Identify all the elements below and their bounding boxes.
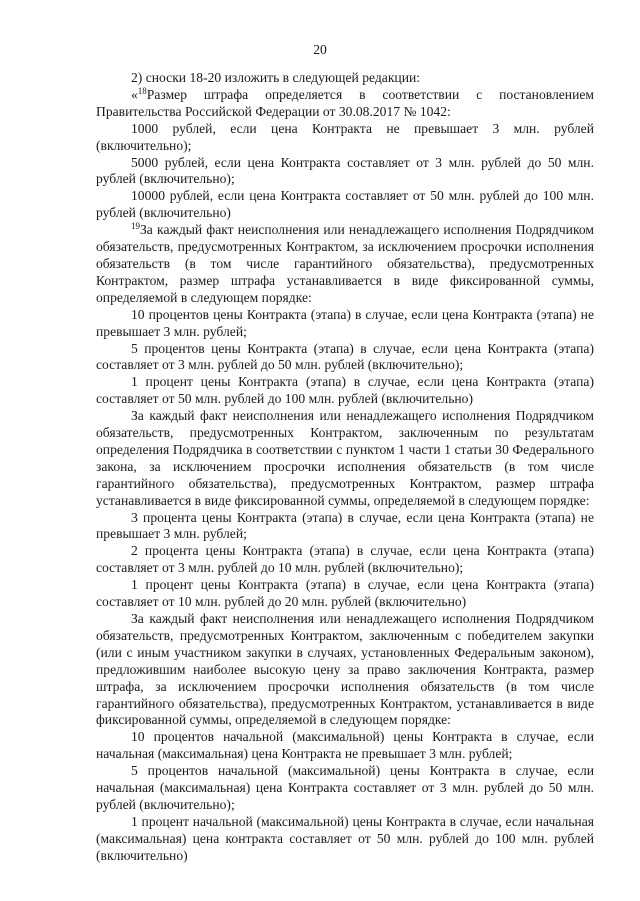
penalty-tier-2-percent: 2 процента цены Контракта (этапа) в случае, если цена Контракта (этапа) составляет от 3 млн. рублей до 10 млн. рублей (включительно);: [96, 543, 594, 576]
penalty-initial-tier-10-percent: 10 процентов начальной (максимальной) цены Контракта в случае, если начальная (максимальная) цена Контракта не превышает 3 млн. рублей;: [96, 729, 594, 762]
document-body: [96, 70, 594, 865]
paragraph-highest-price-penalty: За каждый факт неисполнения или ненадлежащего исполнения Подрядчиком обязательств, предусмотренных Контрактом, заключенным с победителем закупки (или с иным участником закупки в случаях, установленных Федеральным законом), предложившим наиболее высокую цену за право заключения Контракта, размер штрафа, за исключением просрочки исполнения обязательств (в том числе гарантийного обязательства), предусмотренных Контрактом, устанавливается в виде фиксированной суммы, определяемой в следующем порядке:: [96, 611, 594, 728]
page-number: 20: [313, 42, 327, 57]
footnote-18-paragraph: [96, 87, 594, 121]
footnote-18-text: Размер штрафа определяется в соответствии с постановлением Правительства Российской Федерации от 30.08.2017 № 1042:: [96, 86, 594, 119]
fine-tier-10000: 10000 рублей, если цена Контракта составляет от 50 млн. рублей до 100 млн. рублей (включительно): [96, 188, 594, 221]
penalty-initial-tier-1-percent: 1 процент начальной (максимальной) цены Контракта в случае, если начальная (максимальная) цена контракта составляет от 50 млн. рублей до 100 млн. рублей (включительно): [96, 813, 594, 863]
penalty-tier-1-percent-small: 1 процент цены Контракта (этапа) в случае, если цена Контракта (этапа) составляет от 10 млн. рублей до 20 млн. рублей (включительно): [96, 577, 594, 610]
opening-quote: «: [131, 86, 138, 102]
fine-tier-5000: 5000 рублей, если цена Контракта составляет от 3 млн. рублей до 50 млн. рублей (включительно);: [96, 154, 594, 187]
footnote-19-text: За каждый факт неисполнения или ненадлежащего исполнения Подрядчиком обязательств, предусмотренных Контрактом, за исключением просрочки исполнения обязательств (в том числе гарантийного обязательства), предусмотренных Контрактом, размер штрафа устанавливается в виде фиксированной суммы, определяемой в следующем порядке:: [96, 222, 594, 305]
penalty-tier-3-percent: 3 процента цены Контракта (этапа) в случае, если цена Контракта (этапа) не превышает 3 млн. рублей;: [96, 509, 594, 542]
paragraph-amendment-intro: 2) сноски 18-20 изложить в следующей редакции:: [131, 70, 421, 85]
penalty-tier-5-percent: 5 процентов цены Контракта (этапа) в случае, если цена Контракта (этапа) составляет от 3 млн. рублей до 50 млн. рублей (включительно);: [96, 340, 594, 373]
penalty-tier-1-percent: 1 процент цены Контракта (этапа) в случае, если цена Контракта (этапа) составляет от 50 млн. рублей до 100 млн. рублей (включительно): [96, 374, 594, 407]
footnote-19-paragraph: [96, 222, 594, 307]
paragraph-small-business-penalty: За каждый факт неисполнения или ненадлежащего исполнения Подрядчиком обязательств, предусмотренных Контрактом, заключенным по результатам определения Подрядчика в соответствии с пунктом 1 части 1 статьи 30 Федерального закона, за исключением просрочки исполнения обязательств (в том числе гарантийного обязательства), предусмотренных Контрактом, размер штрафа устанавливается в виде фиксированной суммы, определяемой в следующем порядке:: [96, 408, 594, 508]
footnote-marker-19: 19: [131, 221, 140, 232]
penalty-tier-10-percent: 10 процентов цены Контракта (этапа) в случае, если цена Контракта (этапа) не превышает 3 млн. рублей;: [96, 306, 594, 339]
fine-tier-1000: 1000 рублей, если цена Контракта не превышает 3 млн. рублей (включительно);: [96, 120, 594, 153]
footnote-marker-18: 18: [137, 85, 147, 96]
penalty-initial-tier-5-percent: 5 процентов начальной (максимальной) цены Контракта в случае, если начальная (максимальная) цена Контракта составляет от 3 млн. рублей до 50 млн. рублей (включительно);: [96, 763, 594, 812]
